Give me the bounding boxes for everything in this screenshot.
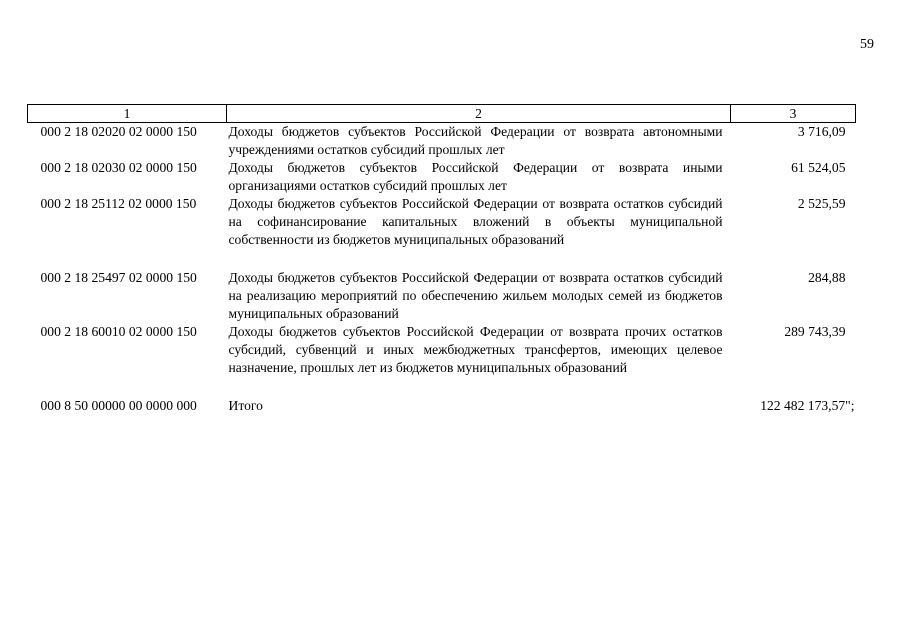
table-body <box>28 123 856 416</box>
page-number: 59 <box>860 37 874 52</box>
total-row <box>28 397 856 415</box>
budget-revenue-table <box>27 104 856 415</box>
table-row <box>28 195 856 269</box>
row-amount: 61 524,05 <box>791 160 846 175</box>
row-description: Доходы бюджетов субъектов Российской Федерации от возврата остатков субсидий на софинансирование капитальных вложений в объекты муниципальной собственности из бюджетов муниципальных образований <box>228 196 723 247</box>
row-code: 000 2 18 25497 02 0000 150 <box>40 270 197 285</box>
table-header <box>28 105 856 123</box>
total-code: 000 8 50 00000 00 0000 000 <box>40 398 197 413</box>
row-description: Доходы бюджетов субъектов Российской Федерации от возврата иными организациями остатков субсидий прошлых лет <box>228 160 723 193</box>
row-code: 000 2 18 60010 02 0000 150 <box>40 324 197 339</box>
row-code: 000 2 18 02030 02 0000 150 <box>40 160 197 175</box>
row-amount: 3 716,09 <box>797 124 846 139</box>
total-label: Итого <box>228 398 263 413</box>
total-amount: 122 482 173,57"; <box>760 398 855 413</box>
row-description: Доходы бюджетов субъектов Российской Федерации от возврата остатков субсидий на реализацию мероприятий по обеспечению жильем молодых семей из бюджетов муниципальных образований <box>228 270 723 321</box>
table-row <box>28 159 856 195</box>
header-row <box>28 105 856 123</box>
row-description: Доходы бюджетов субъектов Российской Федерации от возврата прочих остатков субсидий, субвенций и иных межбюджетных трансфертов, имеющих целевое назначение, прошлых лет из бюджетов муниципальных образований <box>228 324 723 375</box>
row-code: 000 2 18 25112 02 0000 150 <box>40 196 197 211</box>
header-col-3: 3 <box>731 105 856 123</box>
row-amount: 2 525,59 <box>797 196 846 211</box>
table-row <box>28 323 856 397</box>
row-amount: 284,88 <box>808 270 846 285</box>
table-row <box>28 269 856 323</box>
header-col-1: 1 <box>28 105 227 123</box>
table-row <box>28 123 856 160</box>
row-description: Доходы бюджетов субъектов Российской Федерации от возврата автономными учреждениями остатков субсидий прошлых лет <box>228 124 723 157</box>
row-code: 000 2 18 02020 02 0000 150 <box>40 124 197 139</box>
row-amount: 289 743,39 <box>784 324 846 339</box>
header-col-2: 2 <box>227 105 731 123</box>
